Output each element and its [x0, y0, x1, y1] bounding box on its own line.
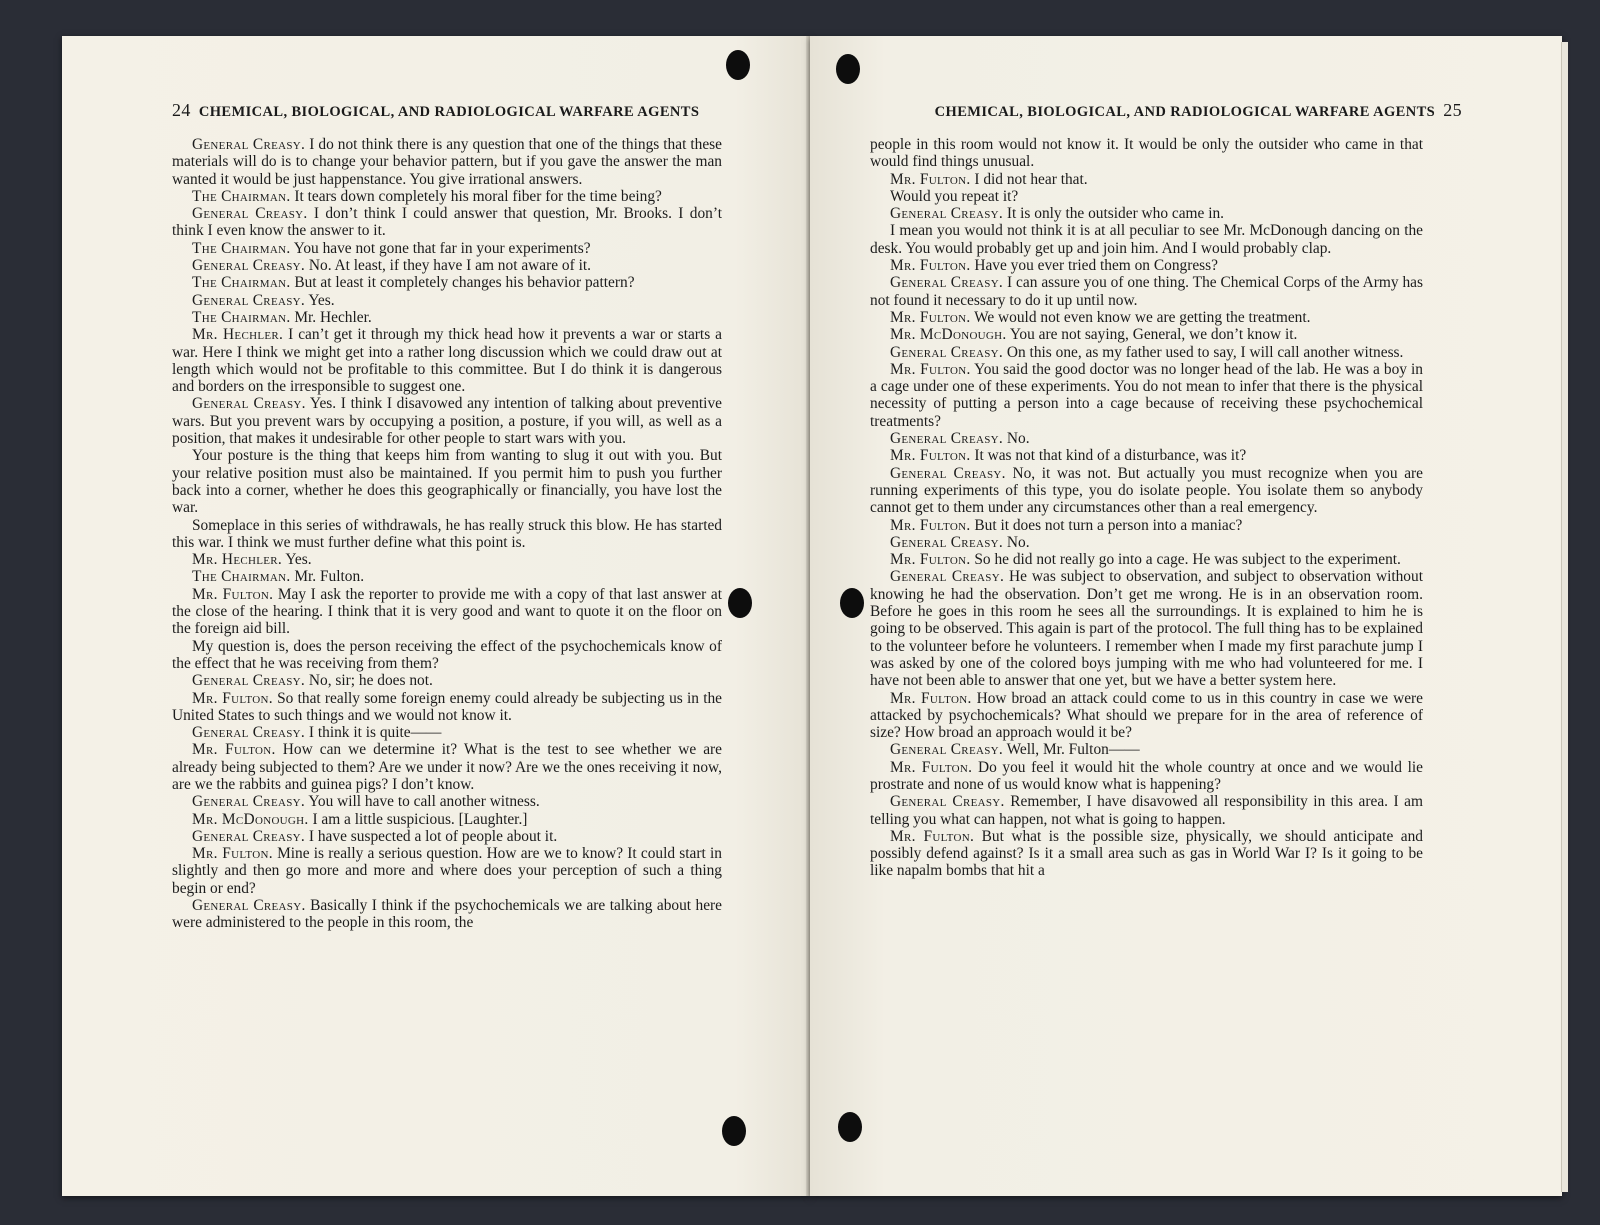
punch-hole-top-left [726, 50, 750, 80]
paragraph [870, 257, 1423, 274]
speaker-name: Mr. Fulton. [192, 585, 274, 603]
punch-hole-bottom-right [838, 1112, 862, 1142]
paragraph-text: No. At least, if they have I am not aware of it. [308, 257, 591, 275]
paragraph [870, 326, 1423, 343]
paragraph [172, 188, 722, 205]
speaker-name: General Creasy. [192, 793, 306, 811]
speaker-name: Mr. Fulton. [890, 551, 971, 569]
paragraph-text: I do not think there is any question that one of the things that these materials will do is to change your behavior pattern, but if you gave the answer the man wanted it would be just happenstance. You give irrational answers. [172, 136, 722, 188]
paragraph-text: No, sir; he does not. [308, 672, 433, 690]
paragraph-text: So he did not really go into a cage. He was subject to the experiment. [974, 551, 1401, 569]
paragraph [870, 361, 1423, 430]
speaker-name: General Creasy. [890, 568, 1005, 586]
paragraph [870, 447, 1423, 464]
page-number: 24 [172, 100, 191, 120]
paragraph-text: It tears down completely his moral fiber for the time being? [294, 187, 662, 205]
paragraph [172, 690, 722, 725]
speaker-name: General Creasy. [890, 430, 1004, 448]
paragraph-text: I can’t get it through my thick head how it prevents a war or starts a war. Here I think we might get into a rather long discussion which we could draw out at length which would not be profitable to this committee. But I do think it is dangerous and borders on the irresponsible to suggest one. [172, 326, 722, 396]
speaker-name: General Creasy. [192, 257, 306, 275]
paragraph-text: Someplace in this series of withdrawals, he has really struck this blow. He has started this war. I think we must further define what this point is. [172, 516, 722, 551]
speaker-name: Mr. Fulton. [890, 758, 973, 776]
paragraph-text: Mine is really a serious question. How are we to know? It could start in slightly and then go more and more and where does your perception of such a thing begin or end? [172, 845, 722, 897]
speaker-name: Mr. McDonough. [192, 810, 309, 828]
paragraph [870, 534, 1423, 551]
paragraph-text: Yes. I think I disavowed any intention of talking about preventive wars. But you prevent wars by occupying a position, a posture, if you will, as well as a position, that makes it undesirable for other people to start wars with you. [172, 395, 722, 448]
speaker-name: Mr. Fulton. [890, 308, 971, 326]
paragraph [870, 222, 1423, 257]
paragraph-text: Yes. [285, 551, 312, 569]
speaker-name: Mr. Fulton. [890, 516, 971, 534]
paragraph-text: How broad an attack could come to us in this country in case we were attacked by psychochemicals? What should we prepare for in the area of reference of size? How broad an approach would it be? [870, 689, 1423, 742]
speaker-name: Mr. Fulton. [890, 689, 972, 707]
paragraph-text: Your posture is the thing that keeps him from wanting to slug it out with you. But your relative position must also be maintained. If you permit him to push you further back into a corner, whether he does this geographically or financially, you have lost the war. [172, 447, 722, 517]
paragraph [870, 517, 1423, 534]
running-head: CHEMICAL, BIOLOGICAL, AND RADIOLOGICAL WARFARE AGENTS [934, 104, 1436, 120]
paragraph [870, 465, 1423, 517]
paragraph [172, 257, 722, 274]
paragraph-text: He was subject to observation, and subject to observation without knowing he had the observation. Don’t get me wrong. He is in an observation room. Before he goes in this room he sees all the surroundings. It is explained to him he is going to be observed. This again is part of the protocol. The full thing has to be explained to the volunteer before he volunteers. I remember when I made my first parachute jump I was asked by one of the colored boys jumping with me who had volunteered for me. I have not been able to answer that one yet, but we have a better system here. [870, 568, 1423, 690]
paragraph-text: You are not saying, General, we don’t know it. [1009, 326, 1298, 344]
paragraph-text: May I ask the reporter to provide me with a copy of that last answer at the close of the hearing. I think that it is very good and want to quote it on the floor on the foreign aid bill. [172, 585, 722, 638]
paragraph-text: Do you feel it would hit the whole country at once and we would lie prostrate and none of us would know what is happening? [870, 758, 1423, 793]
running-header-right [935, 100, 1462, 121]
paragraph [172, 240, 722, 257]
paragraph [172, 274, 722, 291]
paragraph-text: On this one, as my father used to say, I will call another witness. [1006, 343, 1404, 361]
speaker-name: Mr. Fulton. [192, 741, 276, 759]
speaker-name: General Creasy. [192, 724, 306, 742]
paragraph-text: You will have to call another witness. [308, 793, 540, 811]
paragraph-text: No, it was not. But actually you must recognize when you are running experiments of this type, you do isolate people. You isolate them so anybody cannot get to them under any circumstances other than a real emergency. [870, 464, 1423, 517]
paragraph [172, 897, 722, 932]
paragraph [172, 568, 722, 585]
speaker-name: General Creasy. [890, 274, 1004, 292]
paragraph-text: I am a little suspicious. [Laughter.] [312, 810, 528, 828]
speaker-name: Mr. Fulton. [890, 360, 971, 378]
paragraph [172, 724, 722, 741]
paragraph [172, 586, 722, 638]
speaker-name: Mr. Fulton. [890, 827, 975, 845]
paragraph [870, 759, 1423, 794]
paragraph [172, 811, 722, 828]
speaker-name: Mr. Hechler. [192, 326, 284, 344]
speaker-name: The Chairman. [192, 274, 291, 292]
speaker-name: Mr. McDonough. [890, 326, 1007, 344]
speaker-name: The Chairman. [192, 187, 291, 205]
paragraph [172, 793, 722, 810]
paragraph-text: I did not hear that. [974, 170, 1088, 188]
paragraph [172, 447, 722, 516]
speaker-name: Mr. Fulton. [192, 845, 273, 863]
paragraph [172, 741, 722, 793]
paragraph [870, 690, 1423, 742]
speaker-name: The Chairman. [192, 568, 291, 586]
paragraph [172, 205, 722, 240]
speaker-name: General Creasy. [890, 793, 1005, 811]
paragraph-text: But it does not turn a person into a maniac? [974, 516, 1243, 534]
running-head: CHEMICAL, BIOLOGICAL, AND RADIOLOGICAL WARFARE AGENTS [198, 104, 700, 120]
paragraph [870, 344, 1423, 361]
paragraph-text: Remember, I have disavowed all responsibility in this area. I am telling you what can happen, not what is going to happen. [870, 793, 1423, 828]
paragraph [870, 188, 1423, 205]
left-page-text [172, 136, 722, 932]
paragraph [172, 672, 722, 689]
paragraph-text: But what is the possible size, physically, we should anticipate and possibly defend against? Is it a small area such as gas in World War I? Is it going to be like napalm bombs that hit a [870, 827, 1423, 880]
paragraph [870, 741, 1423, 758]
paragraph-text: I mean you would not think it is at all peculiar to see Mr. McDonough dancing on the desk. You would probably get up and join him. And I would probably clap. [870, 222, 1423, 257]
book-spread [62, 36, 1562, 1196]
paragraph [870, 793, 1423, 828]
speaker-name: General Creasy. [192, 827, 306, 845]
paragraph-text: No. [1006, 430, 1030, 448]
speaker-name: General Creasy. [890, 205, 1004, 223]
paragraph-text: Mr. Fulton. [294, 568, 365, 586]
paragraph-text: Mr. Hechler. [294, 308, 372, 326]
speaker-name: The Chairman. [192, 308, 291, 326]
paragraph [172, 551, 722, 568]
punch-hole-bottom-left [722, 1116, 746, 1146]
paragraph [172, 309, 722, 326]
paragraph-text: My question is, does the person receiving the effect of the psychochemicals know of the effect that he was receiving from them? [172, 637, 722, 672]
paragraph [870, 828, 1423, 880]
punch-hole-top-right [836, 54, 860, 84]
paragraph-text: How can we determine it? What is the test to see whether we are already being subjected to them? Are we under it now? Are we the ones receiving it now, are we the rabbits and guinea pigs? I don’t know. [172, 741, 722, 793]
paragraph-text: Have you ever tried them on Congress? [974, 257, 1218, 275]
paragraph [870, 136, 1423, 171]
right-page-text [870, 136, 1423, 880]
paragraph-text: It was not that kind of a disturbance, was it? [974, 447, 1247, 465]
paragraph [870, 430, 1423, 447]
paragraph [172, 517, 722, 552]
speaker-name: General Creasy. [890, 533, 1004, 551]
speaker-name: General Creasy. [192, 395, 306, 413]
paragraph-text: It is only the outsider who came in. [1006, 205, 1225, 223]
speaker-name: The Chairman. [192, 239, 291, 257]
paragraph-text: I have suspected a lot of people about it. [308, 827, 558, 845]
paragraph-text: You said the good doctor was no longer head of the lab. He was a boy in a cage under one of these experiments. You do not mean to infer that there is the physical necessity of putting a person into a cage because of receiving these psychochemical treatments? [870, 360, 1423, 430]
speaker-name: Mr. Fulton. [890, 257, 971, 275]
speaker-name: General Creasy. [192, 205, 308, 223]
paragraph [172, 136, 722, 188]
paragraph-text: Yes. [308, 291, 335, 309]
punch-hole-middle-right [840, 588, 864, 618]
left-page [62, 36, 810, 1196]
paragraph-text: I don’t think I could answer that question, Mr. Brooks. I don’t think I even know the answer to it. [172, 205, 722, 240]
speaker-name: Mr. Hechler. [192, 551, 283, 569]
paragraph-text: Well, Mr. Fulton—— [1006, 741, 1140, 759]
paragraph [870, 551, 1423, 568]
paragraph [870, 309, 1423, 326]
paragraph-text: No. [1006, 533, 1030, 551]
speaker-name: Mr. Fulton. [192, 689, 273, 707]
page-number: 25 [1443, 100, 1462, 120]
paragraph [172, 292, 722, 309]
paragraph [172, 845, 722, 897]
speaker-name: General Creasy. [192, 672, 306, 690]
paragraph-text: I can assure you of one thing. The Chemical Corps of the Army has not found it necessary to do it up until now. [870, 274, 1423, 309]
speaker-name: Mr. Fulton. [890, 170, 971, 188]
paragraph [172, 638, 722, 673]
running-header-left [172, 100, 699, 121]
paragraph [172, 326, 722, 395]
paragraph-text: But at least it completely changes his behavior pattern? [294, 274, 635, 292]
paragraph [870, 274, 1423, 309]
speaker-name: General Creasy. [890, 343, 1004, 361]
paragraph-text: You have not gone that far in your experiments? [293, 239, 591, 257]
punch-hole-middle-left [728, 588, 752, 618]
paragraph [870, 171, 1423, 188]
speaker-name: Mr. Fulton. [890, 447, 971, 465]
paragraph [172, 395, 722, 447]
speaker-name: General Creasy. [890, 741, 1004, 759]
paragraph [172, 828, 722, 845]
paragraph-text: people in this room would not know it. It would be only the outsider who came in that would find things unusual. [870, 136, 1423, 171]
speaker-name: General Creasy. [890, 464, 1006, 482]
paragraph-text: I think it is quite—— [308, 724, 442, 742]
speaker-name: General Creasy. [192, 136, 306, 153]
speaker-name: General Creasy. [192, 897, 306, 915]
paragraph [870, 568, 1423, 689]
paragraph-text: We would not even know we are getting the treatment. [974, 308, 1311, 326]
paragraph-text: Basically I think if the psychochemicals we are talking about here were administered to the people in this room, the [172, 897, 722, 932]
paragraph-text: So that really some foreign enemy could already be subjecting us in the United States to such things and we would not know it. [172, 689, 722, 724]
paragraph [870, 205, 1423, 222]
paragraph-text: Would you repeat it? [890, 187, 1019, 205]
speaker-name: General Creasy. [192, 291, 306, 309]
right-page [810, 36, 1562, 1196]
